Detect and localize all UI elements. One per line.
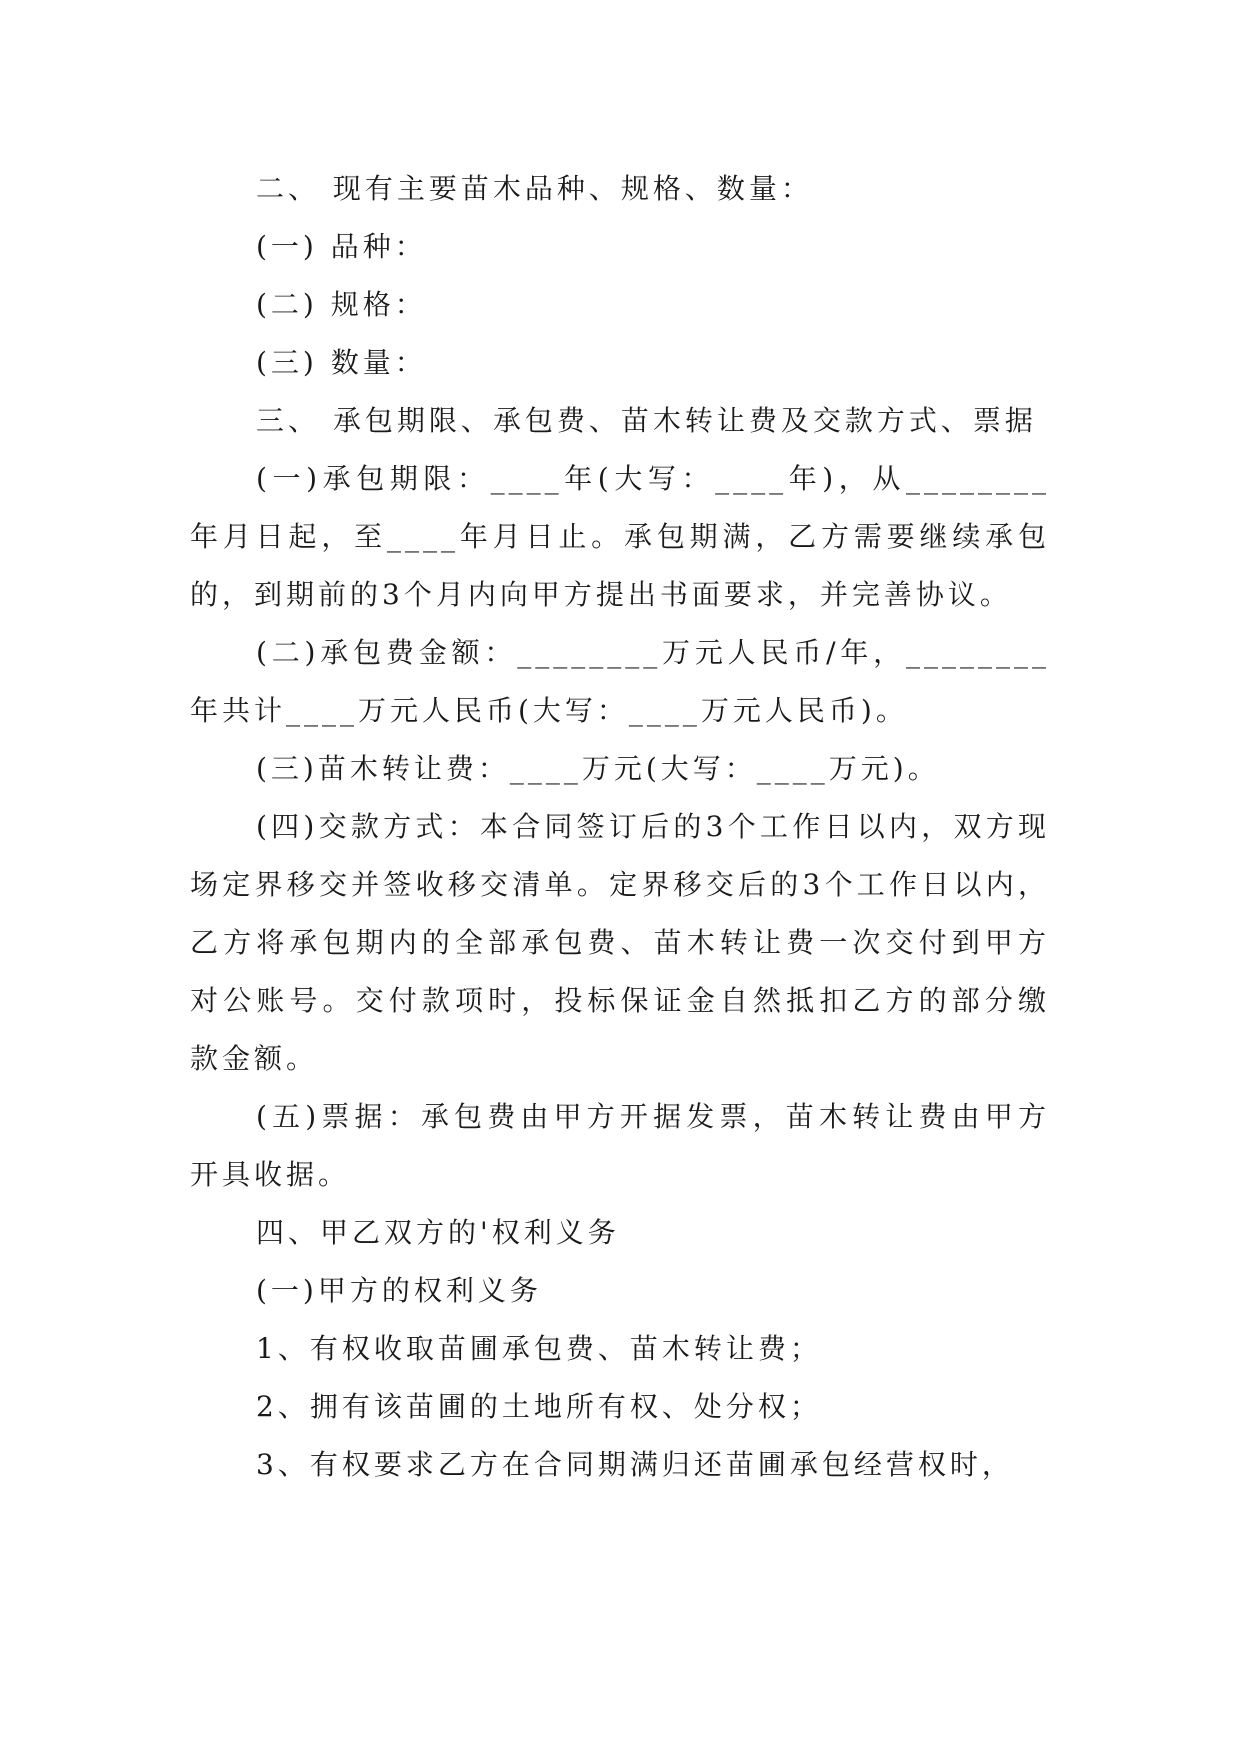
clause-receipts: (五)票据：承包费由甲方开据发票，苗木转让费由甲方开具收据。 [190,1100,1050,1191]
section-heading-3: 三、 承包期限、承包费、苗木转让费及交款方式、票据 [256,404,1037,437]
document-body [190,160,1050,1494]
item-specification: (二) 规格： [256,288,427,321]
list-item-2: 2、拥有该苗圃的土地所有权、处分权； [256,1390,822,1423]
item-quantity: (三) 数量： [256,346,427,379]
item-variety: (一) 品种： [256,230,427,263]
section-heading-4: 四、甲乙双方的'权利义务 [256,1216,620,1249]
section-heading-2: 二、 现有主要苗木品种、规格、数量： [256,172,813,205]
clause-payment-method: (四)交款方式：本合同签订后的3个工作日以内，双方现场定界移交并签收移交清单。定界移交后的3个工作日以内，乙方将承包期内的全部承包费、苗木转让费一次交付到甲方对公账号。交付款项时，投标保证金自然抵扣乙方的部分缴款金额。 [190,810,1050,1075]
subsection-party-a: (一)甲方的权利义务 [256,1274,542,1307]
list-item-3: 3、有权要求乙方在合同期满归还苗圃承包经营权时， [256,1448,1014,1481]
clause-contract-fee: (二)承包费金额：________万元人民币/年，________年共计____万元人民币(大写：____万元人民币)。 [190,636,1050,727]
clause-transfer-fee: (三)苗木转让费：____万元(大写：____万元)。 [256,752,940,785]
list-item-1: 1、有权收取苗圃承包费、苗木转让费； [256,1332,822,1365]
clause-contract-term: (一)承包期限：____年(大写：____年)，从________年月日起，至____年月日止。承包期满，乙方需要继续承包的，到期前的3个月内向甲方提出书面要求，并完善协议。 [190,462,1050,611]
